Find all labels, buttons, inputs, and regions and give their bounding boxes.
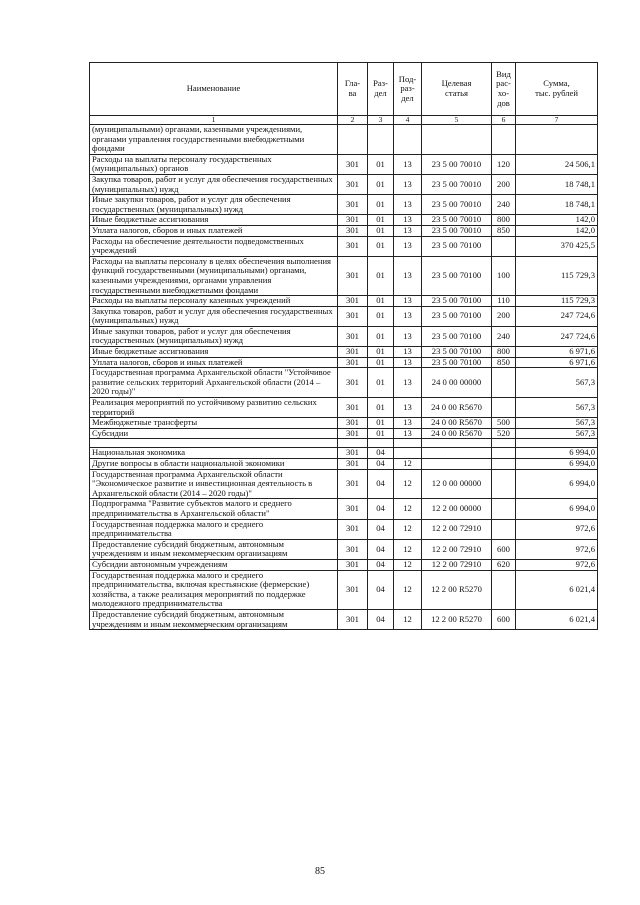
budget-table xyxy=(89,62,598,630)
header-vid: Вид рас- хо- дов xyxy=(492,63,516,116)
table-row xyxy=(90,418,598,429)
row-glava: 301 xyxy=(338,174,368,194)
row-vid xyxy=(492,398,516,418)
row-glava: 301 xyxy=(338,154,368,174)
row-glava: 301 xyxy=(338,347,368,358)
row-sum: 567,3 xyxy=(516,428,598,439)
row-sum: 18 748,1 xyxy=(516,195,598,215)
row-sum xyxy=(516,439,598,448)
row-podrazdel: 13 xyxy=(394,236,422,256)
row-target: 12 2 00 00000 xyxy=(422,499,492,519)
row-sum: 370 425,5 xyxy=(516,236,598,256)
table-row xyxy=(90,195,598,215)
row-name: Расходы на выплаты персоналу государственных (муниципальных) органов xyxy=(90,154,338,174)
row-vid: 110 xyxy=(492,296,516,307)
table-row xyxy=(90,398,598,418)
row-name: Реализация мероприятий по устойчивому развитию сельских территорий xyxy=(90,398,338,418)
row-razdel: 04 xyxy=(368,469,394,499)
row-glava: 301 xyxy=(338,225,368,236)
row-vid: 500 xyxy=(492,418,516,429)
row-razdel: 04 xyxy=(368,570,394,609)
row-target: 23 5 00 70100 xyxy=(422,326,492,346)
row-name: Предоставление субсидий бюджетным, автономным учреждениям и иным некоммерческим организациям xyxy=(90,539,338,559)
row-razdel: 04 xyxy=(368,459,394,470)
header-row xyxy=(90,63,598,116)
row-vid: 240 xyxy=(492,326,516,346)
table-row xyxy=(90,439,598,448)
table-row xyxy=(90,499,598,519)
row-razdel: 01 xyxy=(368,225,394,236)
header-target: Целевая статья xyxy=(422,63,492,116)
row-name: Уплата налогов, сборов и иных платежей xyxy=(90,225,338,236)
table-row xyxy=(90,296,598,307)
row-name: Предоставление субсидий бюджетным, автономным учреждениям и иным некоммерческим организациям xyxy=(90,609,338,629)
row-glava: 301 xyxy=(338,398,368,418)
row-podrazdel xyxy=(394,439,422,448)
row-podrazdel: 12 xyxy=(394,519,422,539)
row-razdel: 01 xyxy=(368,296,394,307)
row-target: 23 5 00 70010 xyxy=(422,215,492,226)
row-target xyxy=(422,439,492,448)
row-podrazdel: 13 xyxy=(394,418,422,429)
row-name: Государственная поддержка малого и среднего предпринимательства xyxy=(90,519,338,539)
row-name: Закупка товаров, работ и услуг для обеспечения государственных (муниципальных) нужд xyxy=(90,306,338,326)
row-razdel: 01 xyxy=(368,398,394,418)
table-row xyxy=(90,570,598,609)
row-podrazdel: 13 xyxy=(394,195,422,215)
table-row xyxy=(90,154,598,174)
row-podrazdel: 13 xyxy=(394,174,422,194)
row-razdel: 01 xyxy=(368,326,394,346)
row-glava: 301 xyxy=(338,559,368,570)
table-row xyxy=(90,448,598,459)
row-podrazdel: 13 xyxy=(394,154,422,174)
row-sum: 247 724,6 xyxy=(516,306,598,326)
row-name: Субсидии xyxy=(90,428,338,439)
row-glava: 301 xyxy=(338,428,368,439)
column-number: 2 xyxy=(338,116,368,125)
row-razdel: 01 xyxy=(368,154,394,174)
table-row xyxy=(90,559,598,570)
row-glava: 301 xyxy=(338,499,368,519)
row-glava: 301 xyxy=(338,195,368,215)
row-sum: 567,3 xyxy=(516,418,598,429)
row-sum: 6 994,0 xyxy=(516,448,598,459)
row-target: 23 5 00 70100 xyxy=(422,296,492,307)
row-vid xyxy=(492,459,516,470)
row-podrazdel: 12 xyxy=(394,559,422,570)
row-razdel: 01 xyxy=(368,195,394,215)
row-vid xyxy=(492,125,516,155)
row-name: Государственная программа Архангельской области "Экономическое развитие и инвестиционная деятельность в Архангельской области (2014 – 2020 годы)" xyxy=(90,469,338,499)
row-name: Субсидии автономным учреждениям xyxy=(90,559,338,570)
header-podrazdel: Под- раз- дел xyxy=(394,63,422,116)
row-glava xyxy=(338,125,368,155)
row-target: 23 5 00 70100 xyxy=(422,236,492,256)
header-razdel: Раз- дел xyxy=(368,63,394,116)
table-row xyxy=(90,459,598,470)
row-target: 12 2 00 R5270 xyxy=(422,609,492,629)
row-target: 23 5 00 70100 xyxy=(422,306,492,326)
row-target: 12 0 00 00000 xyxy=(422,469,492,499)
row-sum: 142,0 xyxy=(516,225,598,236)
row-razdel: 01 xyxy=(368,236,394,256)
row-podrazdel: 13 xyxy=(394,306,422,326)
row-glava: 301 xyxy=(338,296,368,307)
row-vid: 600 xyxy=(492,609,516,629)
row-glava: 301 xyxy=(338,306,368,326)
row-podrazdel: 13 xyxy=(394,357,422,368)
row-sum: 567,3 xyxy=(516,368,598,398)
row-vid: 600 xyxy=(492,539,516,559)
row-name: Иные закупки товаров, работ и услуг для обеспечения государственных (муниципальных) нужд xyxy=(90,326,338,346)
row-vid: 800 xyxy=(492,347,516,358)
row-target: 24 0 00 00000 xyxy=(422,368,492,398)
row-razdel: 04 xyxy=(368,559,394,570)
row-glava: 301 xyxy=(338,326,368,346)
table-body xyxy=(90,125,598,630)
row-target: 23 5 00 70100 xyxy=(422,256,492,295)
row-name: Государственная поддержка малого и среднего предпринимательства, включая крестьянские (фермерские) хозяйства, а также реализация мероприятий по поддержке молодежного предпринимательства xyxy=(90,570,338,609)
row-glava xyxy=(338,439,368,448)
row-name: Закупка товаров, работ и услуг для обеспечения государственных (муниципальных) нужд xyxy=(90,174,338,194)
row-sum: 24 506,1 xyxy=(516,154,598,174)
row-name xyxy=(90,439,338,448)
row-vid: 120 xyxy=(492,154,516,174)
column-number: 5 xyxy=(422,116,492,125)
row-target: 12 2 00 72910 xyxy=(422,539,492,559)
row-name: Государственная программа Архангельской области "Устойчивое развитие сельских территорий Архангельской области (2014 – 2020 годы)" xyxy=(90,368,338,398)
row-sum: 972,6 xyxy=(516,539,598,559)
row-razdel xyxy=(368,125,394,155)
row-vid: 520 xyxy=(492,428,516,439)
row-name: Расходы на выплаты персоналу в целях обеспечения выполнения функций государственными (муниципальными) органами, казенными учреждениями, органами управления государственными внебюджетными фондами xyxy=(90,256,338,295)
row-razdel xyxy=(368,439,394,448)
row-razdel: 01 xyxy=(368,306,394,326)
table-row xyxy=(90,609,598,629)
row-glava: 301 xyxy=(338,418,368,429)
header-sum: Сумма, тыс. рублей xyxy=(516,63,598,116)
row-vid: 200 xyxy=(492,174,516,194)
row-glava: 301 xyxy=(338,357,368,368)
row-razdel: 01 xyxy=(368,174,394,194)
row-podrazdel xyxy=(394,125,422,155)
row-vid: 200 xyxy=(492,306,516,326)
row-glava: 301 xyxy=(338,609,368,629)
row-name: Иные бюджетные ассигнования xyxy=(90,347,338,358)
row-podrazdel: 13 xyxy=(394,398,422,418)
row-podrazdel: 12 xyxy=(394,499,422,519)
row-podrazdel: 12 xyxy=(394,570,422,609)
row-sum: 6 971,6 xyxy=(516,347,598,358)
row-glava: 301 xyxy=(338,256,368,295)
row-sum: 247 724,6 xyxy=(516,326,598,346)
row-sum: 6 994,0 xyxy=(516,499,598,519)
row-glava: 301 xyxy=(338,519,368,539)
row-sum xyxy=(516,125,598,155)
row-sum: 142,0 xyxy=(516,215,598,226)
row-vid xyxy=(492,368,516,398)
row-name: Подпрограмма "Развитие субъектов малого и среднего предпринимательства в Архангельской области" xyxy=(90,499,338,519)
row-target: 24 0 00 R5670 xyxy=(422,428,492,439)
row-name: Иные закупки товаров, работ и услуг для обеспечения государственных (муниципальных) нужд xyxy=(90,195,338,215)
row-name: Расходы на обеспечение деятельности подведомственных учреждений xyxy=(90,236,338,256)
row-name: (муниципальными) органами, казенными учреждениями, органами управления государственными внебюджетными фондами xyxy=(90,125,338,155)
row-vid: 240 xyxy=(492,195,516,215)
column-number: 7 xyxy=(516,116,598,125)
row-name: Иные бюджетные ассигнования xyxy=(90,215,338,226)
row-target: 23 5 00 70100 xyxy=(422,347,492,358)
row-target xyxy=(422,459,492,470)
header-name: Наименование xyxy=(90,63,338,116)
row-glava: 301 xyxy=(338,469,368,499)
row-glava: 301 xyxy=(338,539,368,559)
row-podrazdel: 13 xyxy=(394,215,422,226)
row-sum: 115 729,3 xyxy=(516,256,598,295)
row-sum: 972,6 xyxy=(516,559,598,570)
row-name: Другие вопросы в области национальной экономики xyxy=(90,459,338,470)
row-razdel: 01 xyxy=(368,418,394,429)
row-podrazdel: 12 xyxy=(394,609,422,629)
row-glava: 301 xyxy=(338,570,368,609)
row-sum: 6 021,4 xyxy=(516,609,598,629)
row-vid: 100 xyxy=(492,256,516,295)
page-number: 85 xyxy=(315,866,325,877)
row-target xyxy=(422,125,492,155)
column-number: 3 xyxy=(368,116,394,125)
row-sum: 567,3 xyxy=(516,398,598,418)
row-razdel: 01 xyxy=(368,368,394,398)
table-row xyxy=(90,347,598,358)
table-row xyxy=(90,236,598,256)
row-sum: 6 994,0 xyxy=(516,459,598,470)
row-podrazdel: 12 xyxy=(394,469,422,499)
row-target: 12 2 00 72910 xyxy=(422,519,492,539)
row-podrazdel: 13 xyxy=(394,428,422,439)
table-row xyxy=(90,306,598,326)
row-glava: 301 xyxy=(338,368,368,398)
row-target: 24 0 00 R5670 xyxy=(422,418,492,429)
row-razdel: 01 xyxy=(368,347,394,358)
column-number: 4 xyxy=(394,116,422,125)
row-target: 12 2 00 72910 xyxy=(422,559,492,570)
row-vid: 620 xyxy=(492,559,516,570)
column-number: 6 xyxy=(492,116,516,125)
row-name: Межбюджетные трансферты xyxy=(90,418,338,429)
table-row xyxy=(90,256,598,295)
row-podrazdel: 12 xyxy=(394,459,422,470)
column-number: 1 xyxy=(90,116,338,125)
row-podrazdel: 13 xyxy=(394,326,422,346)
row-podrazdel: 13 xyxy=(394,347,422,358)
row-target: 12 2 00 R5270 xyxy=(422,570,492,609)
row-vid xyxy=(492,570,516,609)
table-row xyxy=(90,539,598,559)
row-vid xyxy=(492,469,516,499)
table-row xyxy=(90,225,598,236)
row-target: 23 5 00 70010 xyxy=(422,225,492,236)
row-razdel: 01 xyxy=(368,215,394,226)
table-row xyxy=(90,469,598,499)
row-razdel: 04 xyxy=(368,448,394,459)
row-podrazdel xyxy=(394,448,422,459)
row-target: 23 5 00 70100 xyxy=(422,357,492,368)
row-target: 23 5 00 70010 xyxy=(422,154,492,174)
row-glava: 301 xyxy=(338,459,368,470)
row-name: Уплата налогов, сборов и иных платежей xyxy=(90,357,338,368)
row-podrazdel: 12 xyxy=(394,539,422,559)
row-glava: 301 xyxy=(338,448,368,459)
row-razdel: 01 xyxy=(368,428,394,439)
table-row xyxy=(90,125,598,155)
row-target: 24 0 00 R5670 xyxy=(422,398,492,418)
row-razdel: 04 xyxy=(368,539,394,559)
row-razdel: 04 xyxy=(368,519,394,539)
row-vid xyxy=(492,439,516,448)
table-row xyxy=(90,326,598,346)
table-row xyxy=(90,174,598,194)
row-podrazdel: 13 xyxy=(394,256,422,295)
row-name: Национальная экономика xyxy=(90,448,338,459)
row-vid xyxy=(492,236,516,256)
row-sum: 6 971,6 xyxy=(516,357,598,368)
row-vid: 800 xyxy=(492,215,516,226)
header-glava: Гла- ва xyxy=(338,63,368,116)
row-sum: 18 748,1 xyxy=(516,174,598,194)
row-vid: 850 xyxy=(492,357,516,368)
row-vid xyxy=(492,519,516,539)
row-podrazdel: 13 xyxy=(394,296,422,307)
column-number-row xyxy=(90,116,598,125)
row-vid xyxy=(492,448,516,459)
table-row xyxy=(90,357,598,368)
row-glava: 301 xyxy=(338,215,368,226)
table-row xyxy=(90,215,598,226)
row-podrazdel: 13 xyxy=(394,368,422,398)
table-row xyxy=(90,428,598,439)
row-target: 23 5 00 70010 xyxy=(422,174,492,194)
table-row xyxy=(90,368,598,398)
row-vid xyxy=(492,499,516,519)
row-sum: 6 994,0 xyxy=(516,469,598,499)
row-podrazdel: 13 xyxy=(394,225,422,236)
row-name: Расходы на выплаты персоналу казенных учреждений xyxy=(90,296,338,307)
row-razdel: 01 xyxy=(368,357,394,368)
row-target: 23 5 00 70010 xyxy=(422,195,492,215)
row-sum: 6 021,4 xyxy=(516,570,598,609)
row-sum: 972,6 xyxy=(516,519,598,539)
row-razdel: 04 xyxy=(368,609,394,629)
row-glava: 301 xyxy=(338,236,368,256)
row-target xyxy=(422,448,492,459)
row-vid: 850 xyxy=(492,225,516,236)
table-row xyxy=(90,519,598,539)
row-razdel: 04 xyxy=(368,499,394,519)
row-sum: 115 729,3 xyxy=(516,296,598,307)
row-razdel: 01 xyxy=(368,256,394,295)
